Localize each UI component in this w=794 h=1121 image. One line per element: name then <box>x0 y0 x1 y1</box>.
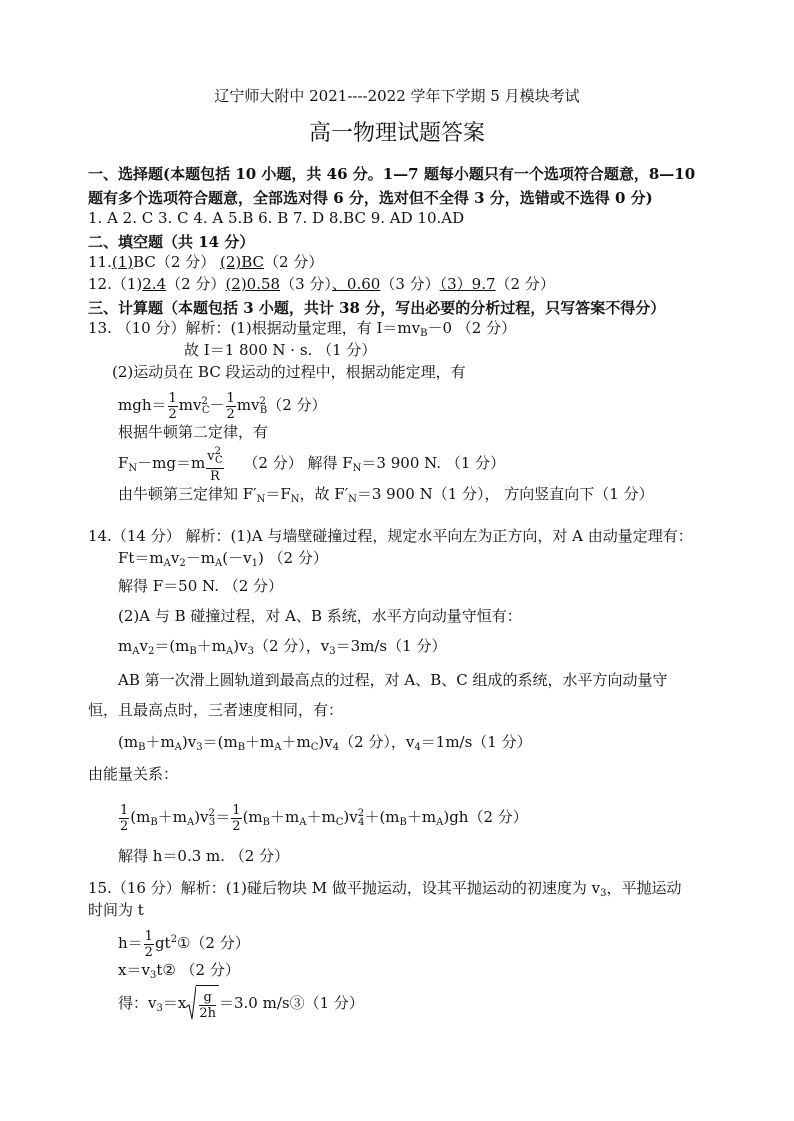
q11-part1-label: (1) <box>111 253 134 271</box>
q12-part2-answer-a: (2)0.58 <box>225 275 281 293</box>
fraction-half: $\frac{1}{2}$ <box>226 390 235 422</box>
q13-energy-equation: mgh＝ $\frac{1}{2}$ $mv^2_C-$ $\frac{1}{2}$ $mv^2_B(2$ 分） <box>118 390 327 422</box>
q12-part2-answer-b: 、0.60 <box>331 275 381 293</box>
q14-line5: $m_Av_2=(m_B+m_A)v_3(2$ 分），$v_3=3m/s(1$ 分） <box>118 637 447 657</box>
q12-prefix: 12.（1) <box>88 275 143 293</box>
fraction-half: $\frac{1}{2}$ <box>120 802 129 834</box>
document-title: 高一物理试题答案 <box>308 121 485 146</box>
q12-part2-score-b: （3 分） <box>380 275 440 293</box>
radical-sign-icon <box>186 985 196 1021</box>
q15-distance-equation: $x=v_3t②$ （2 分） <box>118 961 240 981</box>
section2-heading: 二、填空题（共 14 分） <box>88 233 255 251</box>
fraction-half: $\frac{1}{2}$ <box>168 390 177 422</box>
q14-line4: (2)A 与 B 碰撞过程，对 A、B 系统，水平方向动量守恒有： <box>118 607 522 625</box>
q13-line5: 根据牛顿第二定律，有 <box>118 423 269 441</box>
fraction-v-squared-over-r: $\frac{v^2_C}{R}$ <box>207 446 223 484</box>
q11-answer <box>88 252 323 272</box>
q13-line7: 由牛顿第三定律知 $F'_N=F_N$，故 $F'_N=3$ 900 N（1 分）， 方向竖直向下（1 分） <box>118 485 654 505</box>
section1-heading-line1: 一、选择题(本题包括 10 小题，共 46 分。1—7 题每小题只有一个选项符合题意，8—10 <box>88 165 696 183</box>
fraction-half: $\frac{1}{2}$ <box>144 928 153 960</box>
section3-heading: 三、计算题（本题包括 3 小题，共计 38 分，写出必要的分析过程，只写答案不得分） <box>88 299 666 317</box>
q13-line2: 故 I＝1 800 N · s. （1 分） <box>184 341 377 359</box>
q11-prefix: 11. <box>88 253 112 271</box>
q14-line9: 由能量关系： <box>88 765 179 783</box>
q15-velocity-result: 得：$v_3=x$ $\frac{g}{2h}$ ＝3.0 m/s③（1 分） <box>118 984 364 1028</box>
q11-part2-answer: (2)BC <box>219 253 265 271</box>
q12-answer <box>88 274 555 294</box>
q15-line2: 时间为 t <box>88 901 144 919</box>
section1-heading-line2: 题有多个选项符合题意，全部选对得 6 分，选对但不全得 3 分，选错或不选得 0 分) <box>88 189 653 207</box>
q13-line3: (2)运动员在 BC 段运动的过程中，根据动能定理，有 <box>112 363 466 381</box>
q14-line1: 14.（14 分） 解析：(1)A 与墙壁碰撞过程，规定水平向左为正方向，对 A 由动量定理有： <box>88 527 693 545</box>
q14-line6: AB 第一次滑上圆轨道到最高点的过程，对 A、B、C 组成的系统，水平方向动量守 <box>118 671 668 689</box>
q12-part2-score-a: （3 分） <box>280 275 332 293</box>
q12-part1-score: （2 分） <box>166 275 226 293</box>
q15-height-equation: h＝ $\frac{1}{2}$ $gt^2①(2$ 分） <box>118 928 250 960</box>
q13-line1: 13. （10 分）解析：(1)根据动量定理，有 $I=mv_B-0$ （2 分） <box>88 319 517 339</box>
q11-part1-answer: BC（2 分） <box>133 253 216 271</box>
q13-newton-equation: $F_N-mg=m$ $\frac{v^2_C}{R}$ （2 分） 解得 $F_N=3$ 900 N. （1 分） <box>118 446 506 484</box>
q14-line8: $(m_B+m_A)v_3=(m_B+m_A+m_C)v_4(2$ 分），$v_4=1m/s(1$ 分） <box>118 733 532 753</box>
fraction-half: $\frac{1}{2}$ <box>232 802 241 834</box>
exam-title: 辽宁师大附中 2021----2022 学年下学期 5 月模块考试 <box>214 87 580 105</box>
q14-line2: $Ft=m_Av_2-m_A(-v_1)$ （2 分） <box>118 549 328 569</box>
square-root: $\frac{g}{2h}$ <box>186 985 219 1024</box>
q14-line11: 解得 h＝0.3 m. （2 分） <box>118 847 290 865</box>
q14-line3: 解得 F＝50 N. （2 分） <box>118 577 284 595</box>
q15-line1: 15.（16 分）解析：(1)碰后物块 M 做平抛运动，设其平抛运动的初速度为 $v_3$，平抛运动 <box>88 879 682 899</box>
choice-answers: 1. A 2. C 3. C 4. A 5.B 6. B 7. D 8.BC 9. AD 10.AD <box>88 209 465 227</box>
q12-part3-answer: （3）9.7 <box>439 275 496 293</box>
q14-line7: 恒，且最高点时，三者速度相同，有： <box>88 701 344 719</box>
q12-part3-score: （2 分） <box>495 275 555 293</box>
q12-part1-answer: 2.4 <box>142 275 167 293</box>
q14-energy-equation: $\frac{1}{2}$ $(m_B+m_A)v^2_3=$ $\frac{1}{2}$ $(m_B+m_A+m_C)v^2_4+(m_B+m_A)gh(2$ 分） <box>120 802 528 834</box>
q11-part2-score: （2 分） <box>264 253 324 271</box>
